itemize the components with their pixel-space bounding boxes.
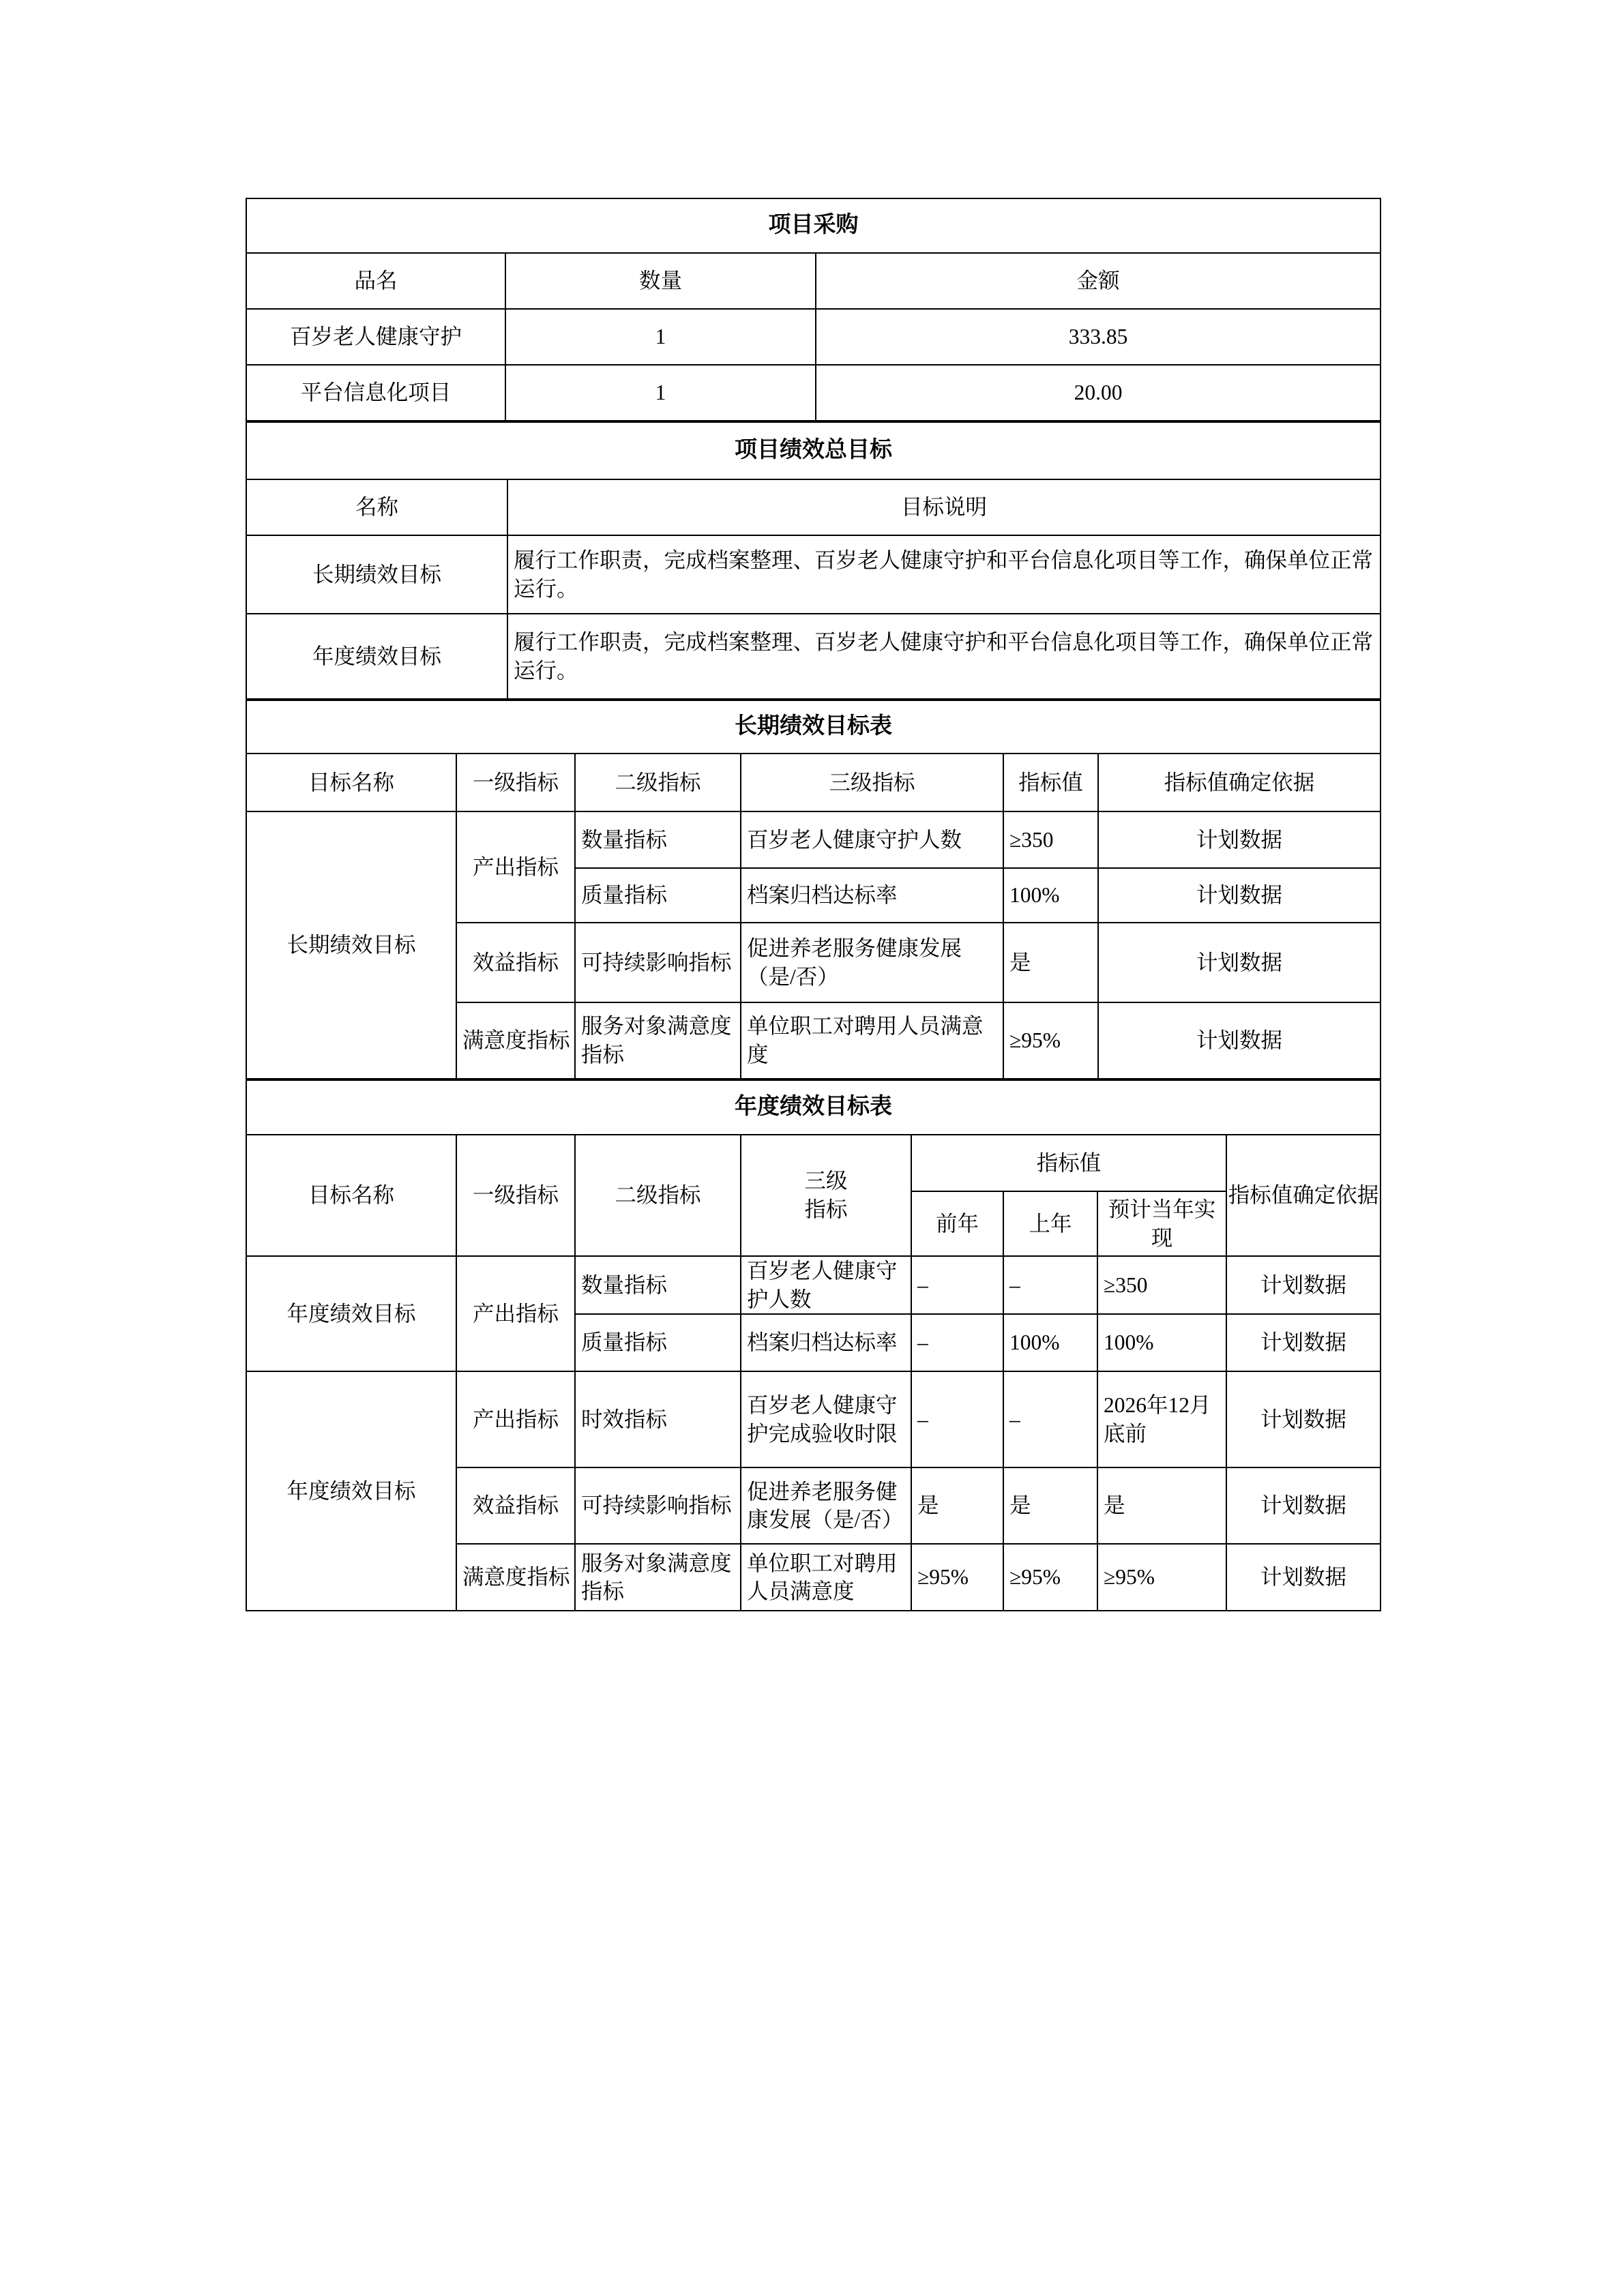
cell-product-name: 平台信息化项目 xyxy=(246,365,505,421)
cell-level1-indicator: 满意度指标 xyxy=(456,1544,575,1611)
cell-level3-indicator: 百岁老人健康守护人数 xyxy=(741,1256,911,1314)
longterm-header-level3: 三级指标 xyxy=(741,754,1003,811)
cell-level1-indicator: 产出指标 xyxy=(456,811,575,923)
procurement-header-quantity: 数量 xyxy=(505,253,816,309)
cell-level1-indicator: 效益指标 xyxy=(456,1467,575,1544)
cell-goal-name: 年度绩效目标 xyxy=(246,614,507,699)
cell-value-basis: 计划数据 xyxy=(1098,1002,1381,1079)
cell-level2-indicator: 服务对象满意度指标 xyxy=(575,1002,741,1079)
cell-value-basis: 计划数据 xyxy=(1226,1544,1381,1611)
cell-last-year: 100% xyxy=(1003,1314,1097,1371)
cell-level2-indicator: 质量指标 xyxy=(575,868,741,923)
cell-level1-indicator: 产出指标 xyxy=(456,1256,575,1371)
procurement-header-product: 品名 xyxy=(246,253,505,309)
overall-goal-title: 项目绩效总目标 xyxy=(246,422,1381,479)
longterm-header-level1: 一级指标 xyxy=(456,754,575,811)
cell-value-basis: 计划数据 xyxy=(1226,1371,1381,1467)
cell-current-estimate: 是 xyxy=(1097,1467,1226,1544)
annual-header-level1: 一级指标 xyxy=(456,1135,575,1256)
cell-amount: 333.85 xyxy=(816,309,1381,365)
cell-level1-indicator: 产出指标 xyxy=(456,1371,575,1467)
cell-level3-indicator: 单位职工对聘用人员满意度 xyxy=(741,1002,1003,1079)
annual-header-basis: 指标值确定依据 xyxy=(1226,1135,1381,1256)
performance-target-document xyxy=(246,198,1380,1611)
cell-level2-indicator: 数量指标 xyxy=(575,811,741,868)
cell-value-basis: 计划数据 xyxy=(1098,868,1381,923)
table-row xyxy=(246,1371,1381,1467)
cell-goal-name: 年度绩效目标 xyxy=(246,1371,456,1611)
cell-value-basis: 计划数据 xyxy=(1098,923,1381,1002)
cell-level3-indicator: 促进养老服务健康发展（是/否） xyxy=(741,1467,911,1544)
annual-header-year-before-last: 前年 xyxy=(911,1191,1003,1256)
cell-year-before-last: 是 xyxy=(911,1467,1003,1544)
longterm-header-value: 指标值 xyxy=(1003,754,1098,811)
overall-header-name: 名称 xyxy=(246,479,507,535)
cell-quantity: 1 xyxy=(505,365,816,421)
procurement-table xyxy=(246,198,1381,421)
cell-level3-indicator: 单位职工对聘用人员满意度 xyxy=(741,1544,911,1611)
cell-last-year: – xyxy=(1003,1256,1097,1314)
cell-product-name: 百岁老人健康守护 xyxy=(246,309,505,365)
longterm-target-table xyxy=(246,700,1381,1079)
cell-level2-indicator: 时效指标 xyxy=(575,1371,741,1467)
cell-level2-indicator: 服务对象满意度指标 xyxy=(575,1544,741,1611)
annual-table-title: 年度绩效目标表 xyxy=(246,1080,1381,1135)
cell-value-basis: 计划数据 xyxy=(1226,1314,1381,1371)
table-row xyxy=(246,309,1381,365)
table-row xyxy=(246,535,1381,614)
cell-level1-indicator: 满意度指标 xyxy=(456,1002,575,1079)
annual-header-current-estimate: 预计当年实现 xyxy=(1097,1191,1226,1256)
cell-quantity: 1 xyxy=(505,309,816,365)
cell-value-basis: 计划数据 xyxy=(1098,811,1381,868)
cell-level3-indicator: 档案归档达标率 xyxy=(741,1314,911,1371)
cell-level2-indicator: 数量指标 xyxy=(575,1256,741,1314)
annual-header-level2: 二级指标 xyxy=(575,1135,741,1256)
table-row xyxy=(246,365,1381,421)
cell-value-basis: 计划数据 xyxy=(1226,1256,1381,1314)
cell-year-before-last: – xyxy=(911,1371,1003,1467)
cell-year-before-last: – xyxy=(911,1314,1003,1371)
cell-year-before-last: – xyxy=(911,1256,1003,1314)
cell-last-year: 是 xyxy=(1003,1467,1097,1544)
cell-level3-indicator: 档案归档达标率 xyxy=(741,868,1003,923)
cell-level2-indicator: 质量指标 xyxy=(575,1314,741,1371)
annual-header-goal: 目标名称 xyxy=(246,1135,456,1256)
cell-last-year: ≥95% xyxy=(1003,1544,1097,1611)
cell-level3-indicator: 百岁老人健康守护人数 xyxy=(741,811,1003,868)
longterm-header-basis: 指标值确定依据 xyxy=(1098,754,1381,811)
cell-level2-indicator: 可持续影响指标 xyxy=(575,923,741,1002)
cell-goal-name: 年度绩效目标 xyxy=(246,1256,456,1371)
cell-indicator-value: 是 xyxy=(1003,923,1098,1002)
cell-current-estimate: ≥95% xyxy=(1097,1544,1226,1611)
cell-current-estimate: 2026年12月底前 xyxy=(1097,1371,1226,1467)
cell-amount: 20.00 xyxy=(816,365,1381,421)
cell-goal-name: 长期绩效目标 xyxy=(246,535,507,614)
overall-header-description: 目标说明 xyxy=(507,479,1381,535)
annual-header-level3: 三级 指标 xyxy=(741,1135,911,1256)
cell-goal-description: 履行工作职责，完成档案整理、百岁老人健康守护和平台信息化项目等工作，确保单位正常运行。 xyxy=(507,614,1381,699)
cell-level3-indicator: 促进养老服务健康发展（是/否） xyxy=(741,923,1003,1002)
annual-target-table xyxy=(246,1079,1381,1611)
table-row xyxy=(246,1256,1381,1314)
cell-year-before-last: ≥95% xyxy=(911,1544,1003,1611)
table-row xyxy=(246,614,1381,699)
cell-level3-indicator: 百岁老人健康守护完成验收时限 xyxy=(741,1371,911,1467)
procurement-header-amount: 金额 xyxy=(816,253,1381,309)
longterm-table-title: 长期绩效目标表 xyxy=(246,700,1381,754)
procurement-title: 项目采购 xyxy=(246,198,1381,253)
cell-indicator-value: ≥350 xyxy=(1003,811,1098,868)
longterm-header-goal: 目标名称 xyxy=(246,754,456,811)
cell-indicator-value: ≥95% xyxy=(1003,1002,1098,1079)
cell-level2-indicator: 可持续影响指标 xyxy=(575,1467,741,1544)
cell-goal-description: 履行工作职责，完成档案整理、百岁老人健康守护和平台信息化项目等工作，确保单位正常运行。 xyxy=(507,535,1381,614)
cell-current-estimate: ≥350 xyxy=(1097,1256,1226,1314)
cell-last-year: – xyxy=(1003,1371,1097,1467)
annual-header-value-group: 指标值 xyxy=(911,1135,1226,1191)
table-row xyxy=(246,811,1381,868)
cell-indicator-value: 100% xyxy=(1003,868,1098,923)
annual-header-last-year: 上年 xyxy=(1003,1191,1097,1256)
cell-goal-name: 长期绩效目标 xyxy=(246,811,456,1079)
longterm-header-level2: 二级指标 xyxy=(575,754,741,811)
overall-goal-table xyxy=(246,421,1381,700)
cell-value-basis: 计划数据 xyxy=(1226,1467,1381,1544)
cell-level1-indicator: 效益指标 xyxy=(456,923,575,1002)
cell-current-estimate: 100% xyxy=(1097,1314,1226,1371)
